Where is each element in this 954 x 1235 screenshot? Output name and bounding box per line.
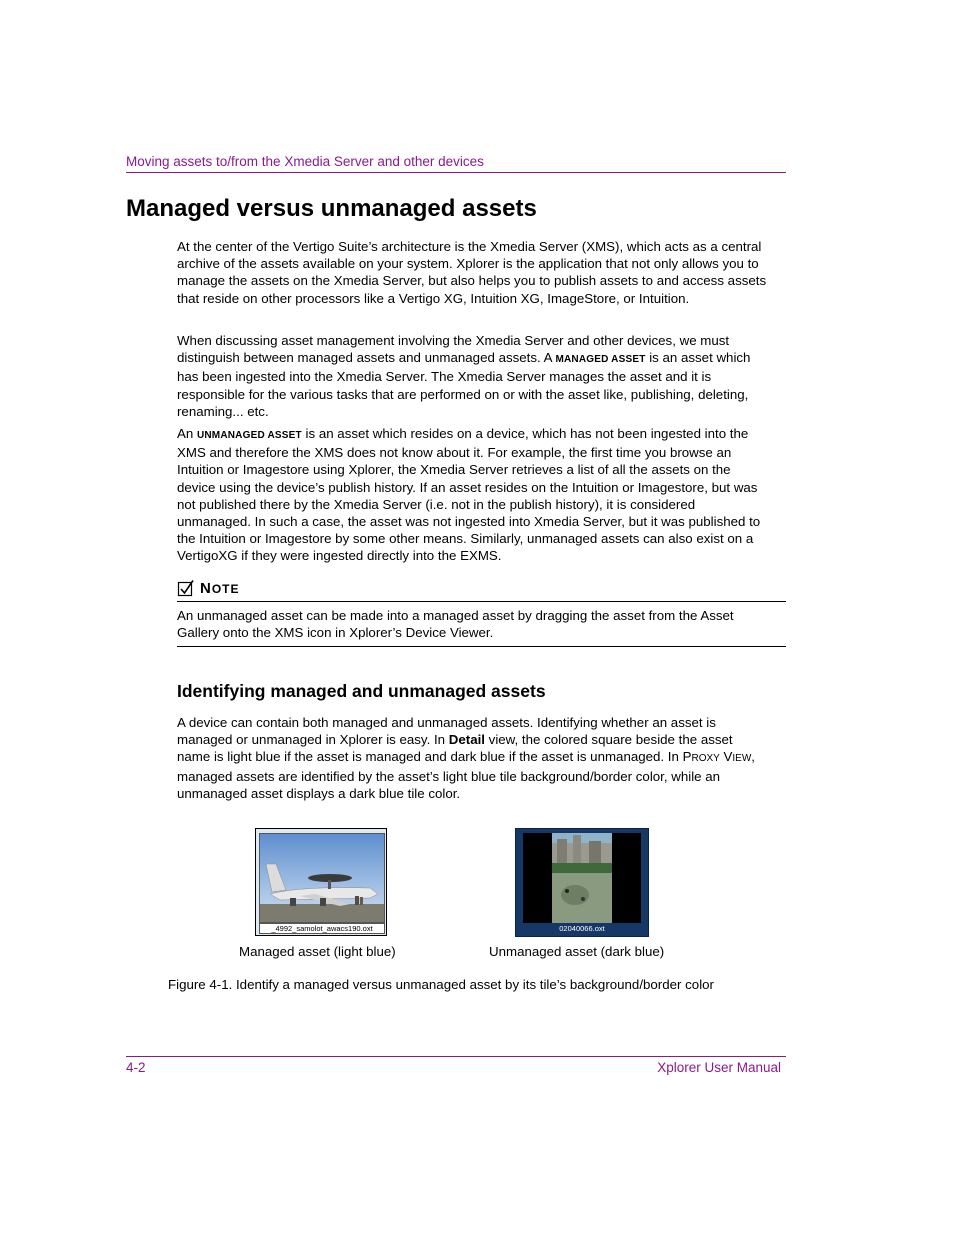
paragraph-managed-definition: When discussing asset management involving the Xmedia Server and other devices, we must distinguish between managed assets and unmanaged assets. A MANAGED ASSET is an asset which has been ingested into the Xmedia Server. The Xmedia Server manages the asset and it is responsible for the various tasks that are performed on or with the asset like, publishing, deleting, renaming... etc. <box>177 333 751 419</box>
note-top-rule <box>177 601 786 602</box>
subsection-title: Identifying managed and unmanaged assets <box>177 681 546 701</box>
page-title: Managed versus unmanaged assets <box>126 195 537 222</box>
note-heading: NOTE <box>177 579 240 597</box>
paragraph-identifying: A device can contain both managed and unmanaged assets. Identifying whether an asset is managed or unmanaged in Xplorer is easy. In Detail view, the colored square beside the asset name is light blue if the asset is managed and dark blue if the asset is unmanaged. In PROXY VIEW, managed assets are identified by the asset’s light blue tile background/border color, while an unmanaged asset displays a dark blue tile color. <box>177 715 755 801</box>
managed-caption: Managed asset (light blue) <box>239 944 396 959</box>
footer-rule <box>126 1056 786 1057</box>
managed-asset-filename: _4992_samolot_awacs190.oxt <box>259 923 385 934</box>
managed-asset-tile[interactable] <box>255 828 387 936</box>
unmanaged-caption: Unmanaged asset (dark blue) <box>489 944 665 959</box>
running-header: Moving assets to/from the Xmedia Server and other devices <box>126 154 484 169</box>
checkbox-check-icon <box>177 579 195 597</box>
page-number: 4-2 <box>126 1060 146 1075</box>
unmanaged-asset-thumbnail <box>523 833 641 923</box>
figure-caption: Figure 4-1. Identify a managed versus unmanaged asset by its tile’s background/border color <box>168 977 714 992</box>
paragraph-unmanaged-definition: An UNMANAGED ASSET is an asset which resides on a device, which has not been ingested into the XMS and therefore the XMS does not know about it. For example, the first time you browse an Intuition or Imagestore using Xplorer, the Xmedia Server retrieves a list of all the assets on the device using the device’s publish history. If an asset resides on the Intuition or Imagestore, but was not published there by the Xmedia Server (i.e. not in the publish history), it is considered unmanaged. In such a case, the asset was not ingested into Xmedia Server, but it was published to the Intuition or Imagestore by some other means. Similarly, unmanaged assets can also exist on a VertigoXG if they were ingested directly into the EXMS. <box>177 426 761 564</box>
unmanaged-asset-filename: 02040066.oxt <box>559 924 605 933</box>
term-managed-asset: MANAGED ASSET <box>555 354 646 366</box>
manual-title: Xplorer User Manual <box>657 1060 781 1075</box>
term-proxy-view: PROXY VIEW <box>682 749 752 765</box>
header-rule <box>126 172 786 173</box>
note-bottom-rule <box>177 646 786 647</box>
term-unmanaged-asset: UNMANAGED ASSET <box>196 430 302 441</box>
paragraph-intro: At the center of the Vertigo Suite’s architecture is the Xmedia Server (XMS), which acts as a central archive of the assets available on your system. Xplorer is the application that not only allows you to manage the assets on the Xmedia Server, but also helps you to publish assets to and access assets that reside on other processors like a Vertigo XG, Intuition XG, ImageStore, or Intuition. <box>177 239 767 306</box>
unmanaged-asset-tile[interactable] <box>515 828 649 937</box>
managed-asset-thumbnail <box>259 833 385 923</box>
note-text: An unmanaged asset can be made into a managed asset by dragging the asset from the Asset Gallery onto the XMS icon in Xplorer’s Device Viewer. <box>177 608 734 641</box>
